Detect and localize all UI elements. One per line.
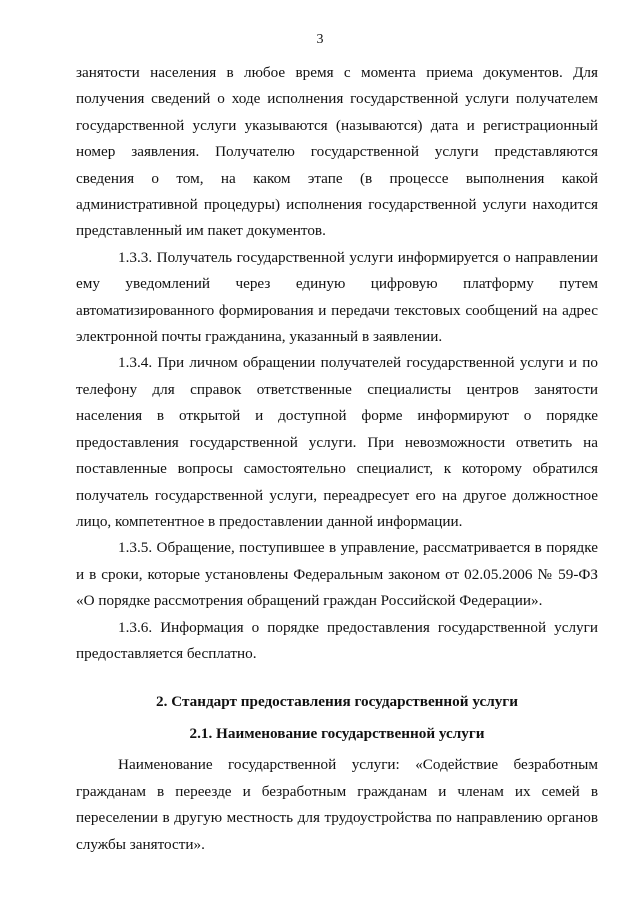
paragraph-1-3-6: 1.3.6. Информация о порядке предоставления государственной услуги предоставляется бесплатно. [76, 618, 598, 662]
document-body [76, 60, 598, 858]
subsection-heading: 2.1. Наименование государственной услуги [189, 725, 485, 743]
paragraph-continuation: занятости населения в любое время с момента приема документов. Для получения сведений о ходе исполнения государственной услуги получателем государственной услуги указываются (называются) дата и регистрационный номер заявления. Получателю государственной услуги представляются сведения о том, на каком этапе (в процессе выполнения какой административной процедуры) исполнения государственной услуги находится представленный им пакет документов. [76, 64, 598, 240]
paragraph-1-3-5: 1.3.5. Обращение, поступившее в управление, рассматривается в порядке и в сроки, которые установлены Федеральным законом от 02.05.2006 № 59-ФЗ «О порядке рассмотрения обращений граждан Российской Федерации». [76, 539, 598, 610]
section-heading: 2. Стандарт предоставления государственной услуги [156, 693, 518, 711]
paragraph-1-3-3: 1.3.3. Получатель государственной услуги информируется о направлении ему уведомлений через единую цифровую платформу путем автоматизированного формирования и передачи текстовых сообщений на адрес электронной почты гражданина, указанный в заявлении. [76, 248, 598, 346]
paragraph-1-3-4: 1.3.4. При личном обращении получателей государственной услуги и по телефону для справок ответственные специалисты центров занятости населения в открытой и доступной форме информируют о порядке предоставления государственной услуги. При невозможности ответить на поставленные вопросы самостоятельно специалист, к которому обратился получатель государственной услуги, переадресует его на другое должностное лицо, компетентное в предоставлении данной информации. [76, 354, 598, 530]
page-number: 3 [316, 32, 324, 47]
paragraph-service-name: Наименование государственной услуги: «Содействие безработным гражданам в переезде и безработным гражданам и членам их семей в переселении в другую местность для трудоустройства по направлению органов службы занятости». [76, 756, 598, 853]
